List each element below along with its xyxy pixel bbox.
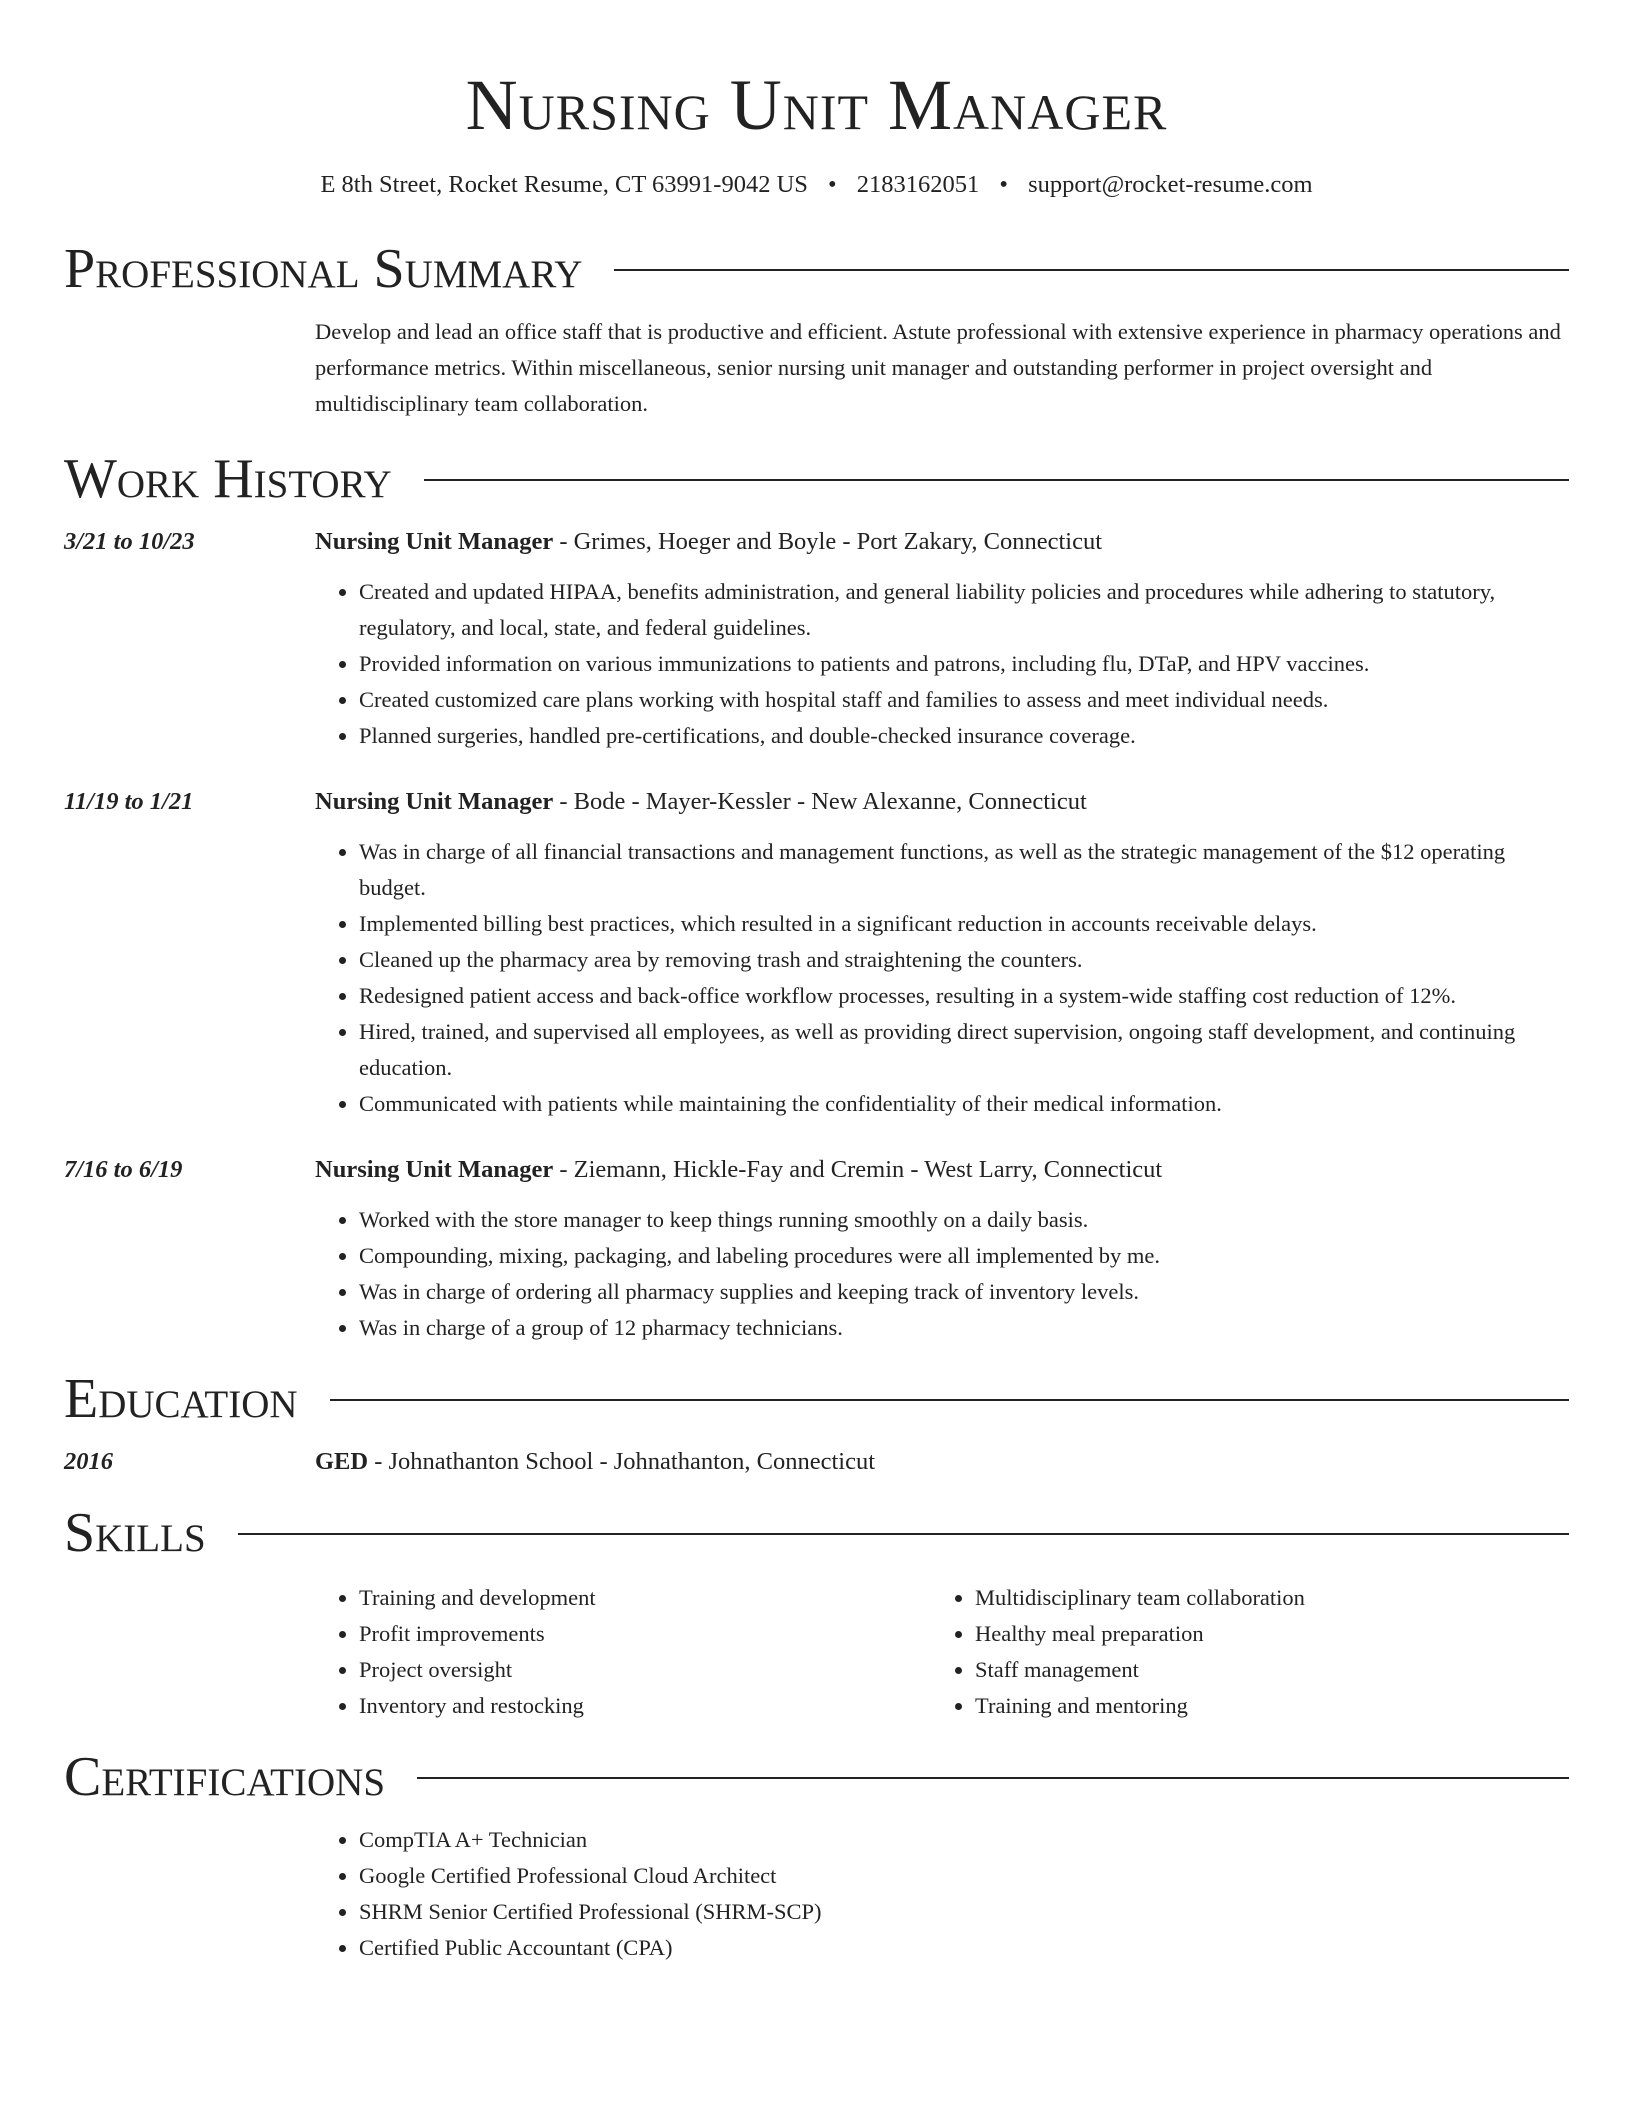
job-employer: - Ziemann, Hickle-Fay and Cremin - West Larry, Connecticut [553,1156,1163,1183]
list-item: • Compounding, mixing, packaging, and labeling procedures were all implemented by me. [359,1238,1569,1274]
list-item: • Provided information on various immunizations to patients and patrons, including flu, DTaP, and HPV vaccines. [359,646,1569,682]
job-body [315,524,1569,754]
list-item: • Was in charge of a group of 12 pharmacy technicians. [359,1310,1569,1346]
skill-item: • Staff management [975,1652,1547,1688]
list-item: • Redesigned patient access and back-office workflow processes, resulting in a system-wide staffing cost reduction of 12%. [359,978,1569,1014]
section-heading-education: Education [64,1368,298,1430]
certification-item: • Certified Public Accountant (CPA) [359,1930,1569,1966]
education-body [315,1444,1569,1480]
list-item: • Planned surgeries, handled pre-certifications, and double-checked insurance coverage. [359,718,1569,754]
job-body [315,784,1569,1122]
list-item: • Created and updated HIPAA, benefits administration, and general liability policies and procedures while adhering to statutory, regulatory, and local, state, and federal guidelines. [359,574,1569,646]
job-title: Nursing Unit Manager [315,788,554,815]
education-line [315,1444,1569,1480]
skills-grid [315,1580,1569,1724]
job-bullets [315,574,1569,754]
skill-item: • Project oversight [359,1652,931,1688]
contact-line [64,168,1569,202]
skills-column-right [931,1580,1547,1724]
job-entry [64,1152,1569,1346]
list-item: • Hired, trained, and supervised all employees, as well as providing direct supervision, ongoing staff development, and continuing education. [359,1014,1569,1086]
certifications-list [315,1822,1569,1966]
job-dates: 7/16 to 6/19 [64,1156,183,1183]
job-entry [64,784,1569,1122]
job-dates: 3/21 to 10/23 [64,528,195,555]
section-heading-work: Work History [64,448,392,510]
skill-item: • Healthy meal preparation [975,1616,1547,1652]
job-title: Nursing Unit Manager [315,1156,554,1183]
list-item: • Communicated with patients while maintaining the confidentiality of their medical information. [359,1086,1569,1122]
contact-email: support@rocket-resume.com [1028,171,1313,198]
certification-item: • Google Certified Professional Cloud Architect [359,1858,1569,1894]
certification-item: • CompTIA A+ Technician [359,1822,1569,1858]
job-bullets [315,834,1569,1122]
section-divider [614,269,1569,271]
skill-item: • Training and development [359,1580,931,1616]
job-title-line [315,1152,1569,1188]
job-title-line [315,784,1569,820]
skills-section-header [64,1502,1569,1564]
summary-text: Develop and lead an office staff that is productive and efficient. Astute professional with extensive experience in pharmacy operations and performance metrics. Within miscellaneous, senior nursing unit manager and outstanding performer in project oversight and multidisciplinary team collaboration. [315,319,1561,416]
job-body [315,1152,1569,1346]
contact-separator: • [828,171,837,198]
list-item: • Worked with the store manager to keep things running smoothly on a daily basis. [359,1202,1569,1238]
summary-section-header [64,238,1569,300]
job-title: Nursing Unit Manager [315,528,554,555]
job-bullets [315,1202,1569,1346]
list-item: • Implemented billing best practices, which resulted in a significant reduction in accounts receivable delays. [359,906,1569,942]
job-title-line [315,524,1569,560]
list-item: • Created customized care plans working with hospital staff and families to assess and meet individual needs. [359,682,1569,718]
list-item: • Cleaned up the pharmacy area by removing trash and straightening the counters. [359,942,1569,978]
job-dates: 11/19 to 1/21 [64,788,194,815]
skill-item: • Inventory and restocking [359,1688,931,1724]
certifications-section-header [64,1746,1569,1808]
job-entry [64,524,1569,754]
section-divider [417,1777,1569,1779]
contact-phone: 2183162051 [856,171,980,198]
section-divider [238,1533,1569,1535]
education-section-header [64,1368,1569,1430]
contact-address: E 8th Street, Rocket Resume, CT 63991-9042 US [320,171,808,198]
section-heading-summary: Professional Summary [64,238,583,300]
skill-item: • Training and mentoring [975,1688,1547,1724]
certification-item: • SHRM Senior Certified Professional (SHRM-SCP) [359,1894,1569,1930]
job-employer: - Grimes, Hoeger and Boyle - Port Zakary, Connecticut [553,528,1103,555]
work-section-header [64,448,1569,510]
list-item: • Was in charge of ordering all pharmacy supplies and keeping track of inventory levels. [359,1274,1569,1310]
section-divider [330,1399,1569,1401]
certifications-items [315,1822,1569,1966]
education-entry [64,1444,1569,1480]
job-employer: - Bode - Mayer-Kessler - New Alexanne, Connecticut [553,788,1087,815]
list-item: • Was in charge of all financial transactions and management functions, as well as the strategic management of the $12 operating budget. [359,834,1569,906]
education-year: 2016 [64,1448,113,1475]
section-heading-skills: Skills [64,1502,206,1564]
section-divider [424,479,1569,481]
resume-page [64,0,1569,1966]
contact-separator: • [999,171,1008,198]
skills-column-left [315,1580,931,1724]
skill-item: • Multidisciplinary team collaboration [975,1580,1547,1616]
section-heading-certifications: Certifications [64,1746,386,1808]
education-school: - Johnathanton School - Johnathanton, Connecticut [368,1448,876,1475]
resume-name: Nursing Unit Manager [465,65,1168,145]
skill-item: • Profit improvements [359,1616,931,1652]
education-degree: GED [315,1448,369,1475]
